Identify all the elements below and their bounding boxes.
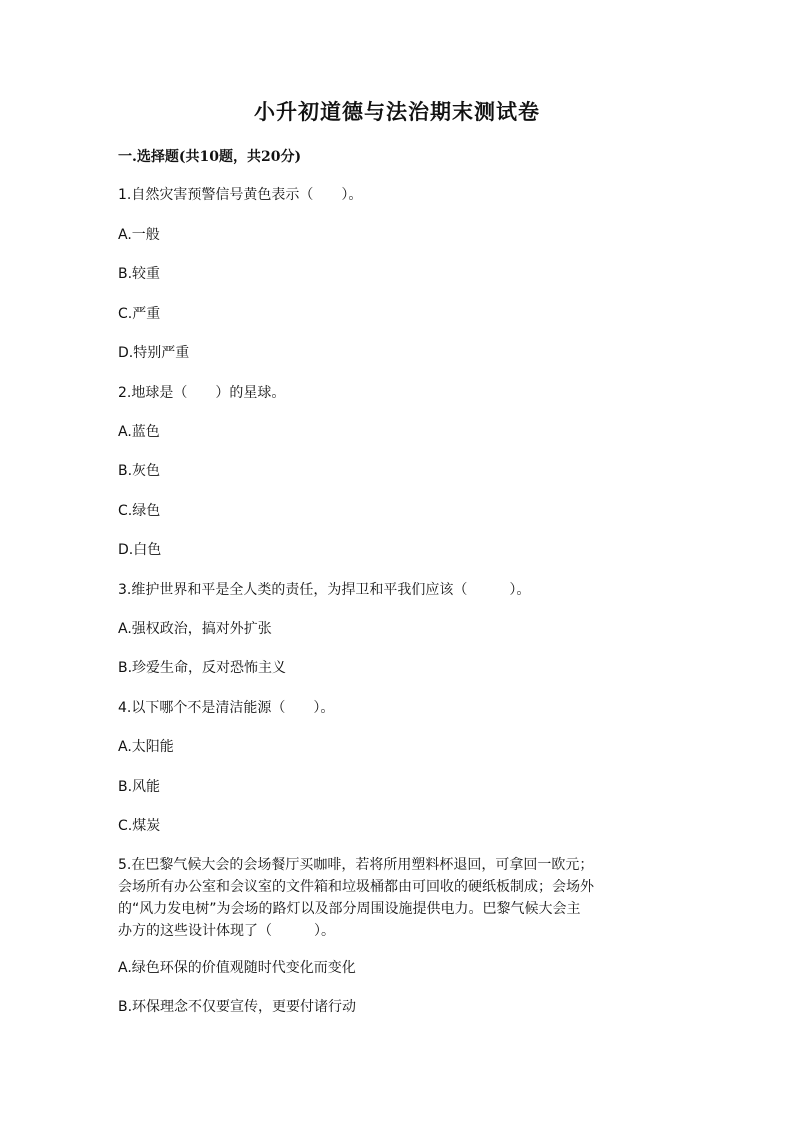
question-4-stem: 4.以下哪个不是清洁能源（ ）。 xyxy=(118,700,335,716)
question-1-option-c: C.严重 xyxy=(118,306,161,322)
question-2-stem: 2.地球是（ ）的星球。 xyxy=(118,385,286,401)
question-1-option-b: B.较重 xyxy=(118,266,161,282)
question-3-option-a: A.强权政治，搞对外扩张 xyxy=(118,621,272,637)
question-5-stem-line-1: 5.在巴黎气候大会的会场餐厅买咖啡，若将所用塑料杯退回，可拿回一欧元； xyxy=(118,857,594,873)
question-5-stem-line-4: 办方的这些设计体现了（ ）。 xyxy=(118,923,335,939)
question-5-stem-line-3: 的“风力发电树”为会场的路灯以及部分周围设施提供电力。巴黎气候大会主 xyxy=(118,901,581,917)
question-4-option-b: B.风能 xyxy=(118,779,161,795)
question-1-option-a: A.一般 xyxy=(118,227,160,243)
page-title: 小升初道德与法治期末测试卷 xyxy=(254,99,540,124)
question-4-option-c: C.煤炭 xyxy=(118,818,161,834)
section-heading: 一.选择题(共10题，共20分) xyxy=(118,149,302,165)
question-2-option-a: A.蓝色 xyxy=(118,424,160,440)
question-3-stem: 3.维护世界和平是全人类的责任，为捍卫和平我们应该（ ）。 xyxy=(118,582,531,598)
question-5-option-b: B.环保理念不仅要宣传，更要付诸行动 xyxy=(118,999,357,1015)
question-3-option-b: B.珍爱生命，反对恐怖主义 xyxy=(118,660,287,676)
question-2-option-b: B.灰色 xyxy=(118,463,161,479)
question-1-option-d: D.特别严重 xyxy=(118,345,190,361)
question-2-option-c: C.绿色 xyxy=(118,503,161,519)
question-4-option-a: A.太阳能 xyxy=(118,739,174,755)
question-2-option-d: D.白色 xyxy=(118,542,162,558)
question-5-option-a: A.绿色环保的价值观随时代变化而变化 xyxy=(118,960,356,976)
question-5-stem-line-2: 会场所有办公室和会议室的文件箱和垃圾桶都由可回收的硬纸板制成；会场外 xyxy=(118,879,594,895)
question-1-stem: 1.自然灾害预警信号黄色表示（ ）。 xyxy=(118,187,363,203)
